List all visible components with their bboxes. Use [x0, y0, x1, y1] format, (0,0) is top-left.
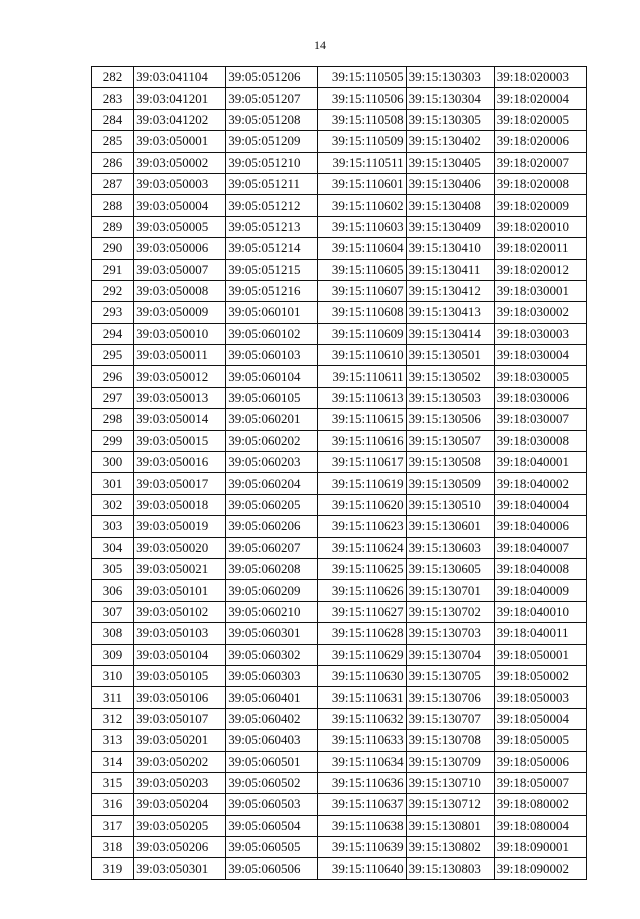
cadastral-code-1-cell: 39:03:041201: [134, 88, 226, 109]
cadastral-code-4-cell: 39:15:130712: [406, 794, 494, 815]
cadastral-code-2-cell: 39:05:060202: [226, 430, 318, 451]
row-number-cell: 317: [92, 815, 134, 836]
cadastral-code-3-cell: 39:15:110634: [318, 751, 406, 772]
cadastral-table: [91, 66, 587, 880]
cadastral-code-4-cell: 39:15:130802: [406, 837, 494, 858]
row-number-cell: 293: [92, 302, 134, 323]
cadastral-code-3-cell: 39:15:110613: [318, 387, 406, 408]
cadastral-code-1-cell: 39:03:050301: [134, 858, 226, 879]
row-number-cell: 294: [92, 323, 134, 344]
cadastral-code-1-cell: 39:03:050010: [134, 323, 226, 344]
cadastral-code-1-cell: 39:03:050203: [134, 772, 226, 793]
cadastral-code-2-cell: 39:05:060206: [226, 516, 318, 537]
cadastral-code-3-cell: 39:15:110619: [318, 473, 406, 494]
cadastral-code-2-cell: 39:05:060501: [226, 751, 318, 772]
cadastral-code-3-cell: 39:15:110624: [318, 537, 406, 558]
cadastral-code-3-cell: 39:15:110617: [318, 452, 406, 473]
cadastral-code-4-cell: 39:15:130409: [406, 216, 494, 237]
cadastral-code-3-cell: 39:15:110623: [318, 516, 406, 537]
cadastral-code-3-cell: 39:15:110505: [318, 67, 406, 88]
table-row: [92, 67, 587, 88]
cadastral-code-4-cell: 39:15:130803: [406, 858, 494, 879]
cadastral-code-4-cell: 39:15:130503: [406, 387, 494, 408]
table-body: [92, 67, 587, 880]
cadastral-code-1-cell: 39:03:050011: [134, 345, 226, 366]
row-number-cell: 299: [92, 430, 134, 451]
row-number-cell: 282: [92, 67, 134, 88]
cadastral-code-5-cell: 39:18:030003: [494, 323, 586, 344]
cadastral-code-4-cell: 39:15:130406: [406, 173, 494, 194]
cadastral-code-2-cell: 39:05:060205: [226, 494, 318, 515]
cadastral-code-2-cell: 39:05:060101: [226, 302, 318, 323]
cadastral-code-4-cell: 39:15:130706: [406, 687, 494, 708]
cadastral-code-1-cell: 39:03:050102: [134, 601, 226, 622]
table-row: [92, 858, 587, 879]
cadastral-code-4-cell: 39:15:130303: [406, 67, 494, 88]
cadastral-code-1-cell: 39:03:050004: [134, 195, 226, 216]
cadastral-code-3-cell: 39:15:110631: [318, 687, 406, 708]
cadastral-code-3-cell: 39:15:110604: [318, 238, 406, 259]
cadastral-code-2-cell: 39:05:060403: [226, 730, 318, 751]
cadastral-code-5-cell: 39:18:090002: [494, 858, 586, 879]
table-row: [92, 409, 587, 430]
cadastral-code-5-cell: 39:18:030008: [494, 430, 586, 451]
cadastral-code-3-cell: 39:15:110607: [318, 280, 406, 301]
row-number-cell: 303: [92, 516, 134, 537]
cadastral-code-4-cell: 39:15:130508: [406, 452, 494, 473]
row-number-cell: 312: [92, 708, 134, 729]
cadastral-code-2-cell: 39:05:060506: [226, 858, 318, 879]
cadastral-code-1-cell: 39:03:050017: [134, 473, 226, 494]
table-row: [92, 494, 587, 515]
row-number-cell: 286: [92, 152, 134, 173]
row-number-cell: 311: [92, 687, 134, 708]
cadastral-code-2-cell: 39:05:060105: [226, 387, 318, 408]
cadastral-code-2-cell: 39:05:060505: [226, 837, 318, 858]
table-row: [92, 772, 587, 793]
cadastral-code-3-cell: 39:15:110630: [318, 665, 406, 686]
cadastral-code-5-cell: 39:18:050005: [494, 730, 586, 751]
cadastral-code-3-cell: 39:15:110632: [318, 708, 406, 729]
cadastral-code-4-cell: 39:15:130408: [406, 195, 494, 216]
cadastral-code-1-cell: 39:03:050013: [134, 387, 226, 408]
row-number-cell: 314: [92, 751, 134, 772]
page-number: 14: [314, 38, 326, 52]
cadastral-code-5-cell: 39:18:030005: [494, 366, 586, 387]
table-row: [92, 452, 587, 473]
cadastral-code-3-cell: 39:15:110610: [318, 345, 406, 366]
row-number-cell: 296: [92, 366, 134, 387]
cadastral-code-1-cell: 39:03:050206: [134, 837, 226, 858]
cadastral-code-4-cell: 39:15:130402: [406, 131, 494, 152]
cadastral-code-2-cell: 39:05:060401: [226, 687, 318, 708]
cadastral-code-5-cell: 39:18:050004: [494, 708, 586, 729]
cadastral-code-1-cell: 39:03:050005: [134, 216, 226, 237]
table-row: [92, 794, 587, 815]
table-row: [92, 815, 587, 836]
cadastral-code-1-cell: 39:03:050014: [134, 409, 226, 430]
row-number-cell: 315: [92, 772, 134, 793]
table-row: [92, 152, 587, 173]
cadastral-code-3-cell: 39:15:110638: [318, 815, 406, 836]
row-number-cell: 318: [92, 837, 134, 858]
cadastral-code-2-cell: 39:05:060204: [226, 473, 318, 494]
table-row: [92, 366, 587, 387]
cadastral-code-2-cell: 39:05:060102: [226, 323, 318, 344]
cadastral-code-1-cell: 39:03:050012: [134, 366, 226, 387]
table-row: [92, 109, 587, 130]
table-row: [92, 516, 587, 537]
cadastral-code-1-cell: 39:03:050204: [134, 794, 226, 815]
table-row: [92, 345, 587, 366]
row-number-cell: 297: [92, 387, 134, 408]
cadastral-code-1-cell: 39:03:050104: [134, 644, 226, 665]
table-row: [92, 730, 587, 751]
cadastral-code-5-cell: 39:18:020006: [494, 131, 586, 152]
cadastral-code-2-cell: 39:05:060208: [226, 558, 318, 579]
cadastral-code-1-cell: 39:03:050002: [134, 152, 226, 173]
cadastral-code-2-cell: 39:05:051207: [226, 88, 318, 109]
cadastral-code-4-cell: 39:15:130413: [406, 302, 494, 323]
cadastral-code-4-cell: 39:15:130709: [406, 751, 494, 772]
cadastral-code-1-cell: 39:03:050016: [134, 452, 226, 473]
cadastral-code-5-cell: 39:18:020004: [494, 88, 586, 109]
row-number-cell: 305: [92, 558, 134, 579]
cadastral-code-5-cell: 39:18:020007: [494, 152, 586, 173]
cadastral-code-4-cell: 39:15:130708: [406, 730, 494, 751]
cadastral-code-1-cell: 39:03:050006: [134, 238, 226, 259]
row-number-cell: 298: [92, 409, 134, 430]
cadastral-code-3-cell: 39:15:110608: [318, 302, 406, 323]
cadastral-code-4-cell: 39:15:130414: [406, 323, 494, 344]
cadastral-code-5-cell: 39:18:040006: [494, 516, 586, 537]
cadastral-code-5-cell: 39:18:030006: [494, 387, 586, 408]
cadastral-code-5-cell: 39:18:050001: [494, 644, 586, 665]
cadastral-code-5-cell: 39:18:030001: [494, 280, 586, 301]
cadastral-code-1-cell: 39:03:050001: [134, 131, 226, 152]
cadastral-code-2-cell: 39:05:060303: [226, 665, 318, 686]
cadastral-code-1-cell: 39:03:050021: [134, 558, 226, 579]
row-number-cell: 292: [92, 280, 134, 301]
row-number-cell: 289: [92, 216, 134, 237]
cadastral-code-1-cell: 39:03:050106: [134, 687, 226, 708]
row-number-cell: 284: [92, 109, 134, 130]
row-number-cell: 316: [92, 794, 134, 815]
cadastral-code-5-cell: 39:18:050007: [494, 772, 586, 793]
cadastral-code-4-cell: 39:15:130705: [406, 665, 494, 686]
cadastral-code-1-cell: 39:03:050202: [134, 751, 226, 772]
cadastral-code-4-cell: 39:15:130304: [406, 88, 494, 109]
table-row: [92, 195, 587, 216]
cadastral-code-2-cell: 39:05:060504: [226, 815, 318, 836]
table-row: [92, 238, 587, 259]
cadastral-code-5-cell: 39:18:020005: [494, 109, 586, 130]
row-number-cell: 309: [92, 644, 134, 665]
table-row: [92, 708, 587, 729]
cadastral-code-3-cell: 39:15:110605: [318, 259, 406, 280]
cadastral-code-5-cell: 39:18:020012: [494, 259, 586, 280]
table-row: [92, 473, 587, 494]
table-row: [92, 558, 587, 579]
table-row: [92, 280, 587, 301]
table-row: [92, 601, 587, 622]
cadastral-code-4-cell: 39:15:130702: [406, 601, 494, 622]
table-row: [92, 387, 587, 408]
cadastral-code-5-cell: 39:18:080002: [494, 794, 586, 815]
row-number-cell: 302: [92, 494, 134, 515]
cadastral-code-3-cell: 39:15:110636: [318, 772, 406, 793]
table-row: [92, 580, 587, 601]
cadastral-code-1-cell: 39:03:041202: [134, 109, 226, 130]
cadastral-code-2-cell: 39:05:051211: [226, 173, 318, 194]
cadastral-code-5-cell: 39:18:020009: [494, 195, 586, 216]
table-row: [92, 259, 587, 280]
cadastral-code-5-cell: 39:18:040004: [494, 494, 586, 515]
cadastral-code-2-cell: 39:05:051209: [226, 131, 318, 152]
cadastral-code-4-cell: 39:15:130701: [406, 580, 494, 601]
cadastral-code-5-cell: 39:18:040010: [494, 601, 586, 622]
cadastral-code-3-cell: 39:15:110629: [318, 644, 406, 665]
cadastral-code-2-cell: 39:05:060302: [226, 644, 318, 665]
row-number-cell: 287: [92, 173, 134, 194]
table-row: [92, 131, 587, 152]
cadastral-code-3-cell: 39:15:110506: [318, 88, 406, 109]
cadastral-code-2-cell: 39:05:051212: [226, 195, 318, 216]
cadastral-code-1-cell: 39:03:050205: [134, 815, 226, 836]
cadastral-code-3-cell: 39:15:110508: [318, 109, 406, 130]
cadastral-code-3-cell: 39:15:110616: [318, 430, 406, 451]
cadastral-code-5-cell: 39:18:030004: [494, 345, 586, 366]
cadastral-code-3-cell: 39:15:110620: [318, 494, 406, 515]
cadastral-code-2-cell: 39:05:060503: [226, 794, 318, 815]
cadastral-code-2-cell: 39:05:051206: [226, 67, 318, 88]
cadastral-code-3-cell: 39:15:110626: [318, 580, 406, 601]
cadastral-code-2-cell: 39:05:051216: [226, 280, 318, 301]
cadastral-code-1-cell: 39:03:050105: [134, 665, 226, 686]
table-row: [92, 88, 587, 109]
cadastral-code-1-cell: 39:03:050201: [134, 730, 226, 751]
cadastral-code-4-cell: 39:15:130501: [406, 345, 494, 366]
cadastral-code-3-cell: 39:15:110640: [318, 858, 406, 879]
cadastral-code-1-cell: 39:03:050008: [134, 280, 226, 301]
cadastral-code-3-cell: 39:15:110601: [318, 173, 406, 194]
cadastral-code-3-cell: 39:15:110611: [318, 366, 406, 387]
cadastral-code-1-cell: 39:03:050103: [134, 623, 226, 644]
row-number-cell: 301: [92, 473, 134, 494]
row-number-cell: 300: [92, 452, 134, 473]
cadastral-code-1-cell: 39:03:050101: [134, 580, 226, 601]
cadastral-code-1-cell: 39:03:041104: [134, 67, 226, 88]
cadastral-code-4-cell: 39:15:130704: [406, 644, 494, 665]
cadastral-code-3-cell: 39:15:110609: [318, 323, 406, 344]
cadastral-code-1-cell: 39:03:050018: [134, 494, 226, 515]
cadastral-code-1-cell: 39:03:050107: [134, 708, 226, 729]
table-row: [92, 430, 587, 451]
table-row: [92, 537, 587, 558]
row-number-cell: 291: [92, 259, 134, 280]
cadastral-code-5-cell: 39:18:030007: [494, 409, 586, 430]
cadastral-code-4-cell: 39:15:130405: [406, 152, 494, 173]
table-row: [92, 302, 587, 323]
cadastral-code-2-cell: 39:05:060103: [226, 345, 318, 366]
cadastral-code-2-cell: 39:05:051215: [226, 259, 318, 280]
cadastral-code-2-cell: 39:05:060201: [226, 409, 318, 430]
row-number-cell: 295: [92, 345, 134, 366]
cadastral-code-5-cell: 39:18:020003: [494, 67, 586, 88]
cadastral-code-3-cell: 39:15:110628: [318, 623, 406, 644]
cadastral-code-5-cell: 39:18:090001: [494, 837, 586, 858]
cadastral-code-4-cell: 39:15:130305: [406, 109, 494, 130]
cadastral-code-4-cell: 39:15:130502: [406, 366, 494, 387]
cadastral-code-2-cell: 39:05:060301: [226, 623, 318, 644]
cadastral-code-5-cell: 39:18:050003: [494, 687, 586, 708]
table-row: [92, 687, 587, 708]
cadastral-code-1-cell: 39:03:050009: [134, 302, 226, 323]
cadastral-code-5-cell: 39:18:080004: [494, 815, 586, 836]
cadastral-code-2-cell: 39:05:051213: [226, 216, 318, 237]
cadastral-code-4-cell: 39:15:130703: [406, 623, 494, 644]
cadastral-code-5-cell: 39:18:050006: [494, 751, 586, 772]
cadastral-code-4-cell: 39:15:130707: [406, 708, 494, 729]
row-number-cell: 283: [92, 88, 134, 109]
cadastral-code-4-cell: 39:15:130410: [406, 238, 494, 259]
cadastral-code-1-cell: 39:03:050003: [134, 173, 226, 194]
cadastral-code-3-cell: 39:15:110627: [318, 601, 406, 622]
cadastral-code-1-cell: 39:03:050007: [134, 259, 226, 280]
table-row: [92, 173, 587, 194]
cadastral-code-2-cell: 39:05:060203: [226, 452, 318, 473]
cadastral-code-5-cell: 39:18:050002: [494, 665, 586, 686]
cadastral-code-2-cell: 39:05:051214: [226, 238, 318, 259]
row-number-cell: 290: [92, 238, 134, 259]
table-row: [92, 751, 587, 772]
cadastral-code-5-cell: 39:18:020011: [494, 238, 586, 259]
row-number-cell: 313: [92, 730, 134, 751]
cadastral-code-1-cell: 39:03:050020: [134, 537, 226, 558]
cadastral-code-3-cell: 39:15:110625: [318, 558, 406, 579]
table-row: [92, 216, 587, 237]
cadastral-code-4-cell: 39:15:130509: [406, 473, 494, 494]
cadastral-code-4-cell: 39:15:130411: [406, 259, 494, 280]
row-number-cell: 288: [92, 195, 134, 216]
cadastral-code-3-cell: 39:15:110639: [318, 837, 406, 858]
cadastral-code-4-cell: 39:15:130710: [406, 772, 494, 793]
row-number-cell: 304: [92, 537, 134, 558]
cadastral-code-5-cell: 39:18:040008: [494, 558, 586, 579]
cadastral-code-5-cell: 39:18:040007: [494, 537, 586, 558]
cadastral-code-1-cell: 39:03:050019: [134, 516, 226, 537]
cadastral-code-3-cell: 39:15:110637: [318, 794, 406, 815]
cadastral-code-3-cell: 39:15:110602: [318, 195, 406, 216]
cadastral-code-2-cell: 39:05:051208: [226, 109, 318, 130]
cadastral-code-4-cell: 39:15:130603: [406, 537, 494, 558]
cadastral-code-5-cell: 39:18:040011: [494, 623, 586, 644]
cadastral-code-5-cell: 39:18:020010: [494, 216, 586, 237]
cadastral-code-4-cell: 39:15:130801: [406, 815, 494, 836]
row-number-cell: 319: [92, 858, 134, 879]
cadastral-code-2-cell: 39:05:060502: [226, 772, 318, 793]
table-row: [92, 323, 587, 344]
cadastral-code-5-cell: 39:18:040001: [494, 452, 586, 473]
cadastral-code-5-cell: 39:18:040009: [494, 580, 586, 601]
cadastral-code-4-cell: 39:15:130506: [406, 409, 494, 430]
cadastral-code-2-cell: 39:05:060209: [226, 580, 318, 601]
table-row: [92, 665, 587, 686]
row-number-cell: 285: [92, 131, 134, 152]
cadastral-code-2-cell: 39:05:060207: [226, 537, 318, 558]
cadastral-code-2-cell: 39:05:060402: [226, 708, 318, 729]
cadastral-code-5-cell: 39:18:040002: [494, 473, 586, 494]
cadastral-code-4-cell: 39:15:130601: [406, 516, 494, 537]
row-number-cell: 310: [92, 665, 134, 686]
cadastral-code-3-cell: 39:15:110615: [318, 409, 406, 430]
cadastral-code-4-cell: 39:15:130510: [406, 494, 494, 515]
cadastral-code-2-cell: 39:05:051210: [226, 152, 318, 173]
cadastral-code-5-cell: 39:18:030002: [494, 302, 586, 323]
row-number-cell: 306: [92, 580, 134, 601]
table-row: [92, 837, 587, 858]
table-row: [92, 644, 587, 665]
cadastral-code-5-cell: 39:18:020008: [494, 173, 586, 194]
cadastral-code-4-cell: 39:15:130605: [406, 558, 494, 579]
cadastral-code-2-cell: 39:05:060104: [226, 366, 318, 387]
cadastral-code-4-cell: 39:15:130507: [406, 430, 494, 451]
table-row: [92, 623, 587, 644]
cadastral-code-2-cell: 39:05:060210: [226, 601, 318, 622]
cadastral-code-3-cell: 39:15:110633: [318, 730, 406, 751]
cadastral-code-3-cell: 39:15:110511: [318, 152, 406, 173]
row-number-cell: 308: [92, 623, 134, 644]
cadastral-code-3-cell: 39:15:110603: [318, 216, 406, 237]
cadastral-code-4-cell: 39:15:130412: [406, 280, 494, 301]
cadastral-code-3-cell: 39:15:110509: [318, 131, 406, 152]
row-number-cell: 307: [92, 601, 134, 622]
cadastral-code-1-cell: 39:03:050015: [134, 430, 226, 451]
